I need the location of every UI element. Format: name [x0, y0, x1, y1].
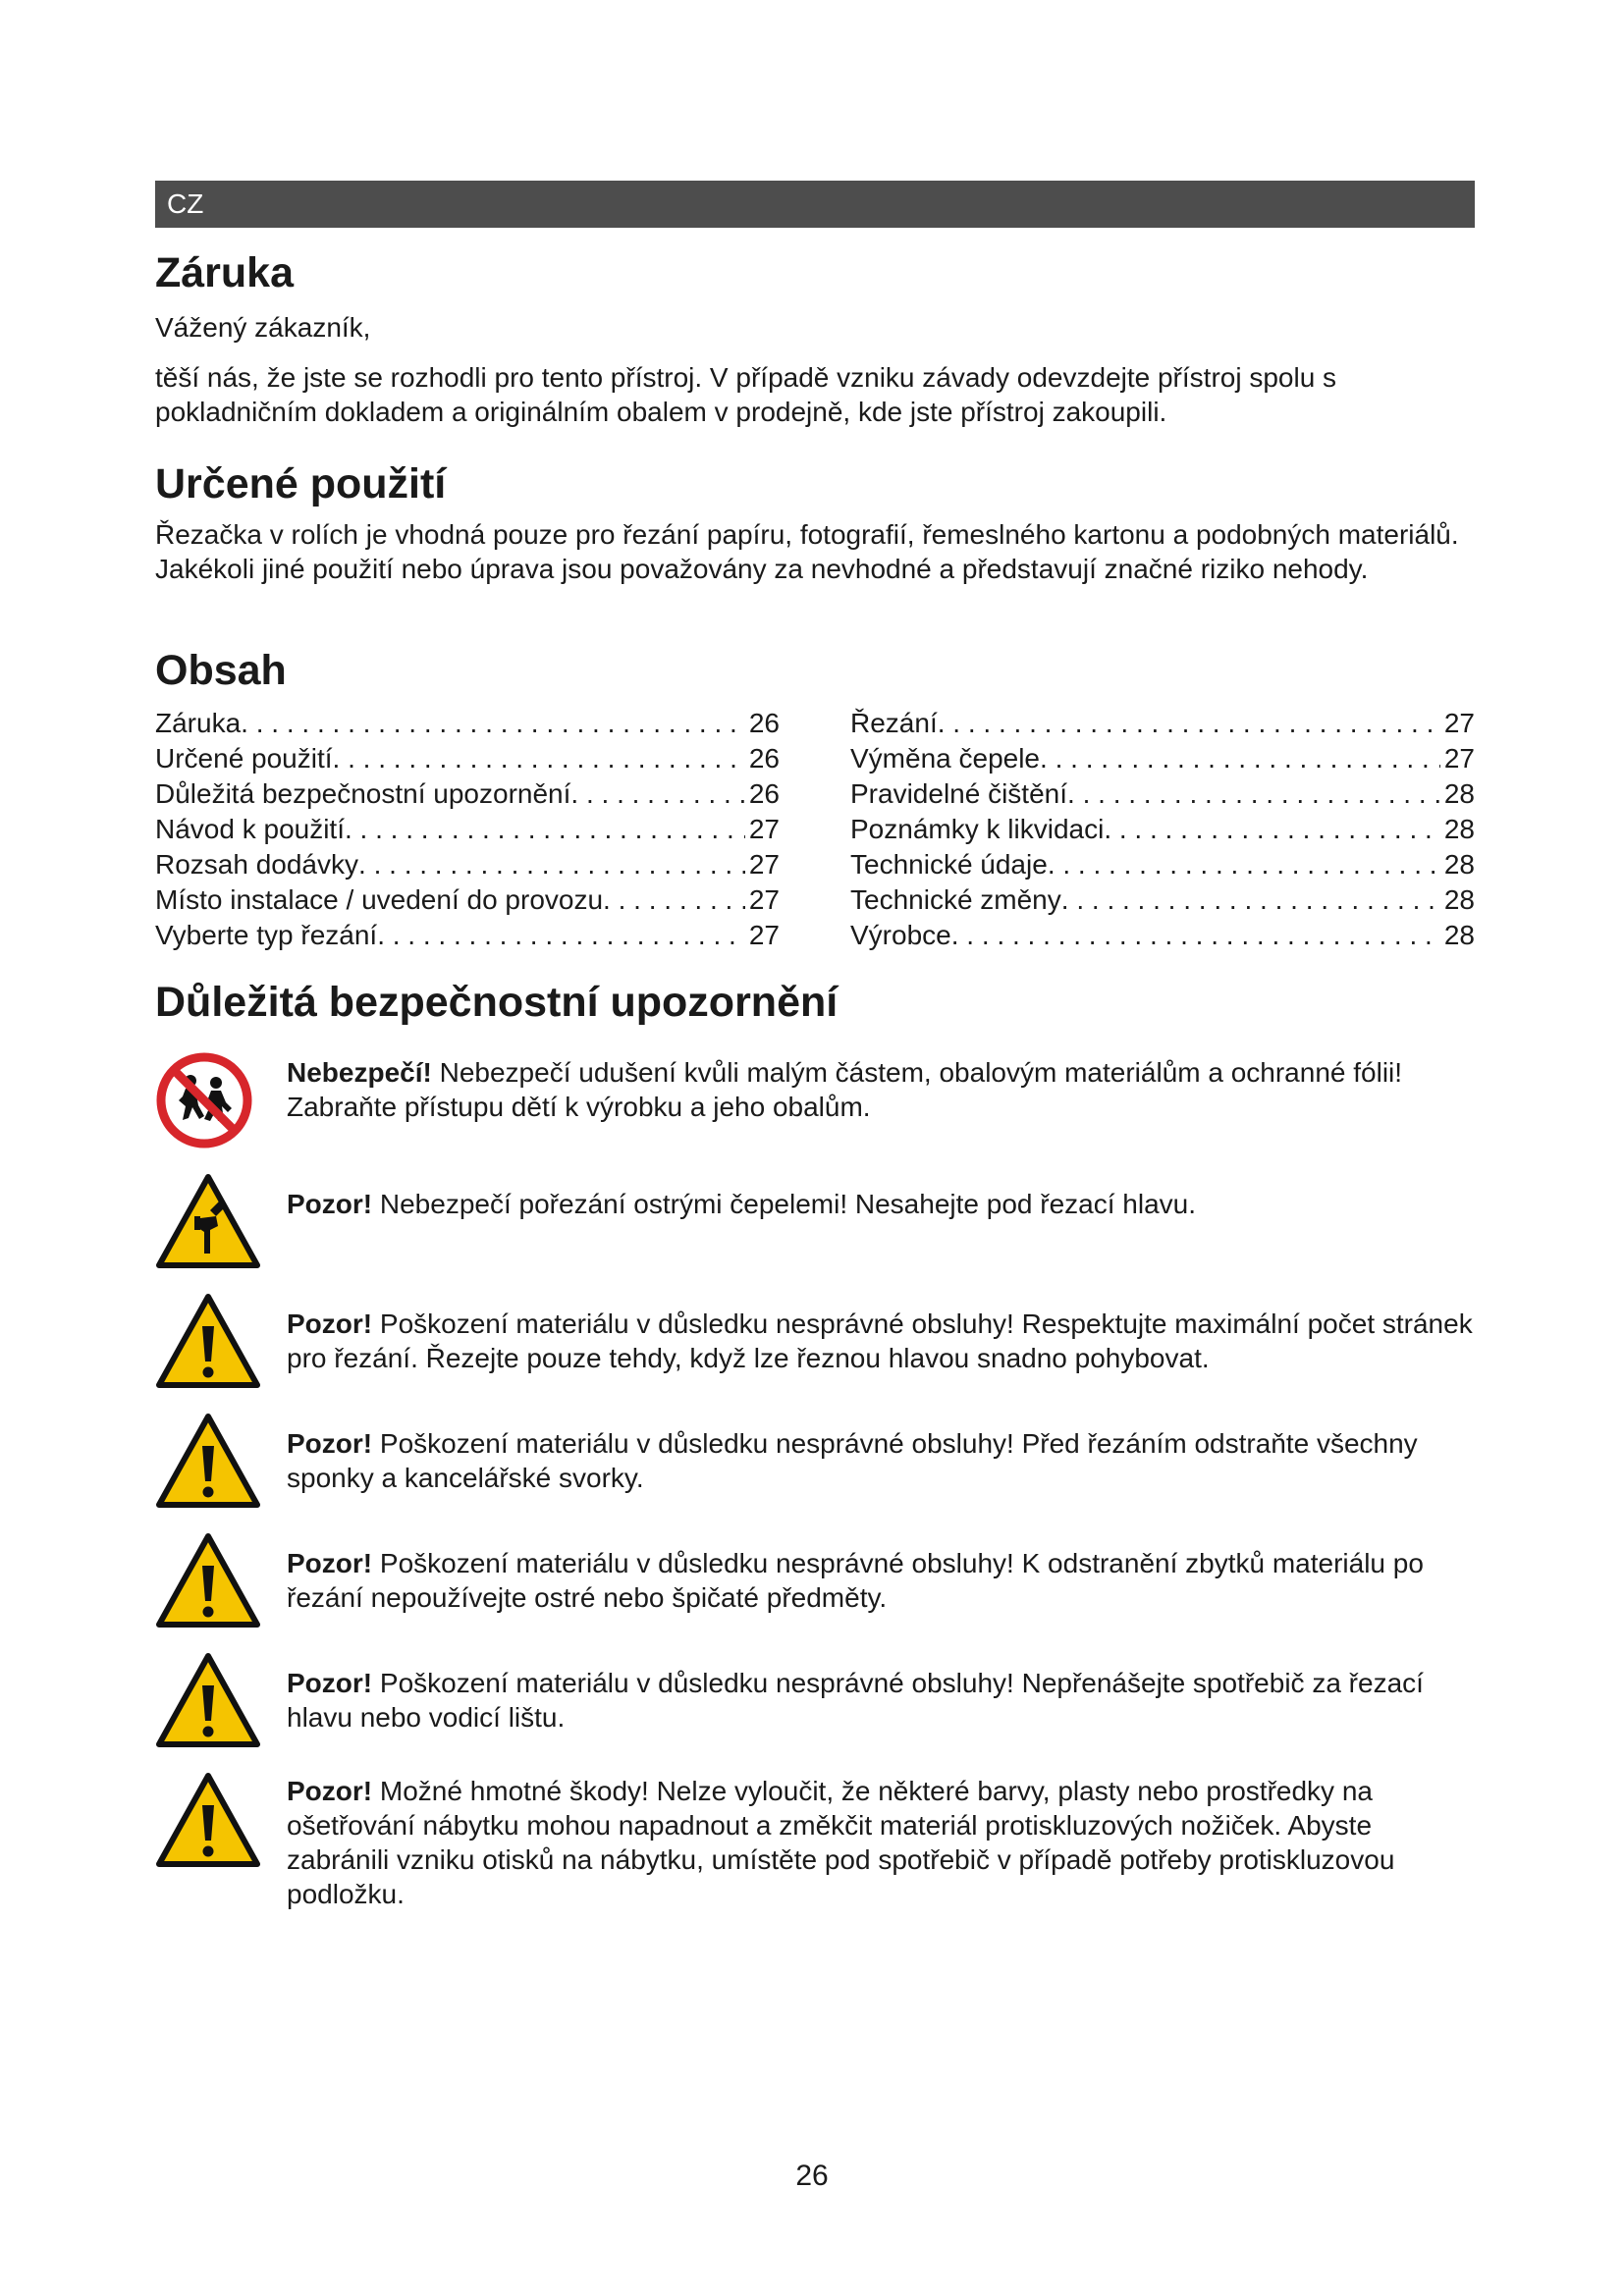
warning-text: Možné hmotné škody! Nelze vyloučit, že některé barvy, plasty nebo prostředky na ošetřování nábytku mohou napadnout a změkčit materiál protiskluzových nožiček. Abyste zabránili vzniku otisků na nábytku, umístěte pod spotřebič v případě potřeby protiskluzovou podložku. [287, 1776, 1395, 1909]
toc-item: Záruka . . . 26 [155, 706, 780, 741]
warning-icon [155, 1291, 261, 1389]
warning-label: Pozor! [287, 1548, 373, 1578]
safety-warning [155, 1171, 1475, 1269]
warning-text: Nebezpečí pořezání ostrými čepelemi! Nesahejte pod řezací hlavu. [372, 1189, 1196, 1219]
table-of-contents [155, 706, 1475, 953]
warning-text: Poškození materiálu v důsledku nesprávné obsluhy! K odstranění zbytků materiálu po řezání nepoužívejte ostré nebo špičaté předměty. [287, 1548, 1424, 1613]
toc-item: Výrobce . . . 28 [850, 918, 1475, 953]
page-number: 26 [795, 2160, 829, 2192]
document-page [155, 181, 1475, 1911]
warranty-greeting: Vážený zákazník, [155, 312, 371, 343]
toc-item: Výměna čepele . . . 27 [850, 741, 1475, 776]
safety-warning [155, 1411, 1475, 1509]
toc-item: Návod k použití . . . 27 [155, 812, 780, 847]
warning-text: Poškození materiálu v důsledku nesprávné obsluhy! Respektujte maximální počet stránek pro řezání. Řezejte pouze tehdy, když lze řeznou hlavou snadno pohybovat. [287, 1308, 1473, 1373]
warning-icon [155, 1650, 261, 1748]
warranty-heading: Záruka [155, 249, 295, 296]
cut-hazard-icon [155, 1171, 261, 1269]
no-children-icon [155, 1051, 261, 1149]
toc-item: Určené použití . . . 26 [155, 741, 780, 776]
safety-warning [155, 1530, 1475, 1629]
toc-item: Pravidelné čištění . . . 28 [850, 776, 1475, 812]
warranty-text: těší nás, že jste se rozhodli pro tento přístroj. V případě vzniku závady odevzdejte přístroj spolu s pokladničním dokladem a originálním obalem v prodejně, kde jste přístroj zakoupili. [155, 362, 1337, 427]
warning-icon [155, 1770, 261, 1868]
toc-item: Důležitá bezpečnostní upozornění . . . 26 [155, 776, 780, 812]
warning-label: Pozor! [287, 1428, 373, 1459]
warning-label: Pozor! [287, 1668, 373, 1698]
warning-text: Nebezpečí udušení kvůli malým částem, obalovým materiálům a ochranné fólii! Zabraňte přístupu dětí k výrobku a jeho obalům. [287, 1057, 1403, 1122]
toc-item: Technické změny . . . 28 [850, 882, 1475, 918]
warning-label: Pozor! [287, 1776, 373, 1806]
warning-text: Poškození materiálu v důsledku nesprávné obsluhy! Nepřenášejte spotřebič za řezací hlavu nebo vodicí lištu. [287, 1668, 1424, 1733]
intended-use-heading: Určené použití [155, 460, 447, 507]
warning-text: Poškození materiálu v důsledku nesprávné obsluhy! Před řezáním odstraňte všechny sponky a kancelářské svorky. [287, 1428, 1418, 1493]
intended-use-text: Řezačka v rolích je vhodná pouze pro řezání papíru, fotografií, řemeslného kartonu a podobných materiálů. Jakékoli jiné použití nebo úprava jsou považovány za nevhodné a představují značné riziko nehody. [155, 519, 1459, 584]
warning-label: Pozor! [287, 1189, 373, 1219]
safety-warning [155, 1051, 1475, 1149]
toc-left-column [155, 706, 780, 953]
toc-item: Poznámky k likvidaci . . . 28 [850, 812, 1475, 847]
toc-right-column [850, 706, 1475, 953]
warning-label: Pozor! [287, 1308, 373, 1339]
language-bar: CZ [155, 181, 1475, 228]
warning-label: Nebezpečí! [287, 1057, 432, 1088]
contents-heading: Obsah [155, 647, 287, 694]
warning-icon [155, 1411, 261, 1509]
warning-icon [155, 1530, 261, 1629]
safety-warning [155, 1291, 1475, 1389]
toc-item: Technické údaje . . . 28 [850, 847, 1475, 882]
toc-item: Rozsah dodávky . . . 27 [155, 847, 780, 882]
safety-heading: Důležitá bezpečnostní upozornění [155, 979, 839, 1026]
toc-item: Místo instalace / uvedení do provozu . . . 27 [155, 882, 780, 918]
toc-item: Vyberte typ řezání . . . 27 [155, 918, 780, 953]
toc-item: Řezání . . . 27 [850, 706, 1475, 741]
safety-warning [155, 1770, 1475, 1911]
safety-warning [155, 1650, 1475, 1748]
